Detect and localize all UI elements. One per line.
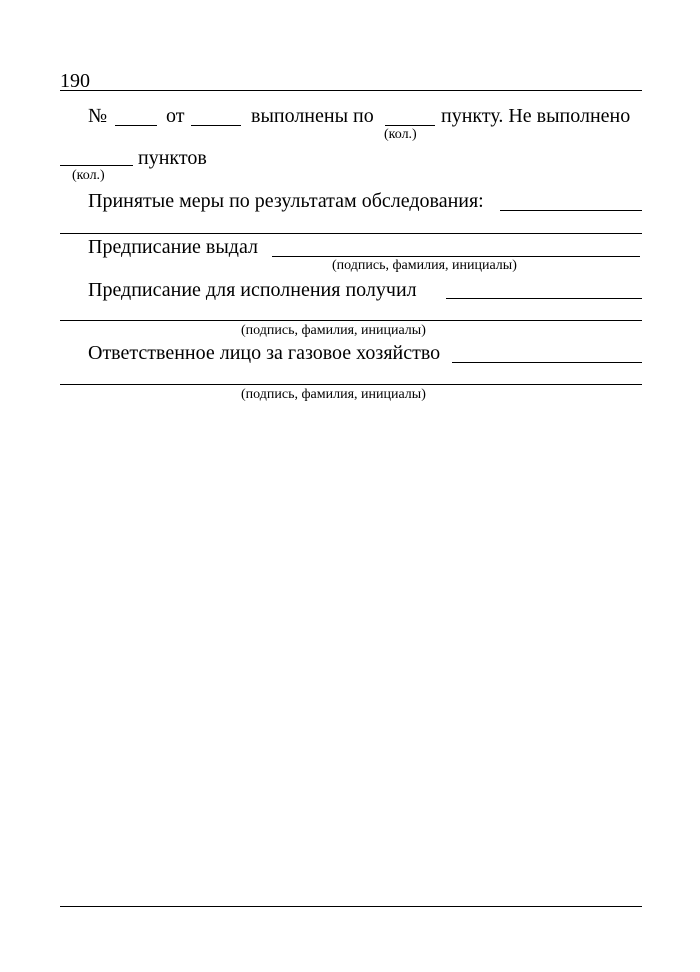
points-label: пунктов	[138, 147, 207, 169]
from-label: от	[166, 105, 185, 127]
measures-label: Принятые меры по результатам обследования:	[88, 190, 484, 212]
not-done-label: пункту. Не выполнено	[441, 105, 631, 127]
qty-hint-1: (кол.)	[384, 127, 417, 142]
issued-signature-hint: (подпись, фамилия, инициалы)	[332, 258, 517, 273]
measures-blank-2[interactable]	[60, 233, 642, 234]
header-rule	[60, 90, 642, 91]
not-done-count-blank[interactable]	[60, 165, 133, 166]
responsible-blank-1[interactable]	[452, 362, 642, 363]
received-signature-hint: (подпись, фамилия, инициалы)	[241, 323, 426, 338]
measures-blank-1[interactable]	[500, 210, 642, 211]
received-signature-blank[interactable]	[60, 320, 642, 321]
issued-signature-blank[interactable]	[272, 256, 640, 257]
date-blank[interactable]	[191, 125, 241, 126]
footer-rule	[60, 906, 642, 907]
responsible-label: Ответственное лицо за газовое хозяйство	[88, 342, 441, 364]
issued-label: Предписание выдал	[88, 236, 259, 258]
responsible-signature-hint: (подпись, фамилия, инициалы)	[241, 387, 426, 402]
page-number: 190	[60, 70, 90, 92]
received-label: Предписание для исполнения получил	[88, 279, 417, 301]
done-by-label: выполнены по	[251, 105, 374, 127]
received-blank-1[interactable]	[446, 298, 642, 299]
done-count-blank[interactable]	[385, 125, 435, 126]
number-blank[interactable]	[115, 125, 157, 126]
qty-hint-2: (кол.)	[72, 168, 105, 183]
number-sign: №	[88, 105, 108, 127]
responsible-signature-blank[interactable]	[60, 384, 642, 385]
